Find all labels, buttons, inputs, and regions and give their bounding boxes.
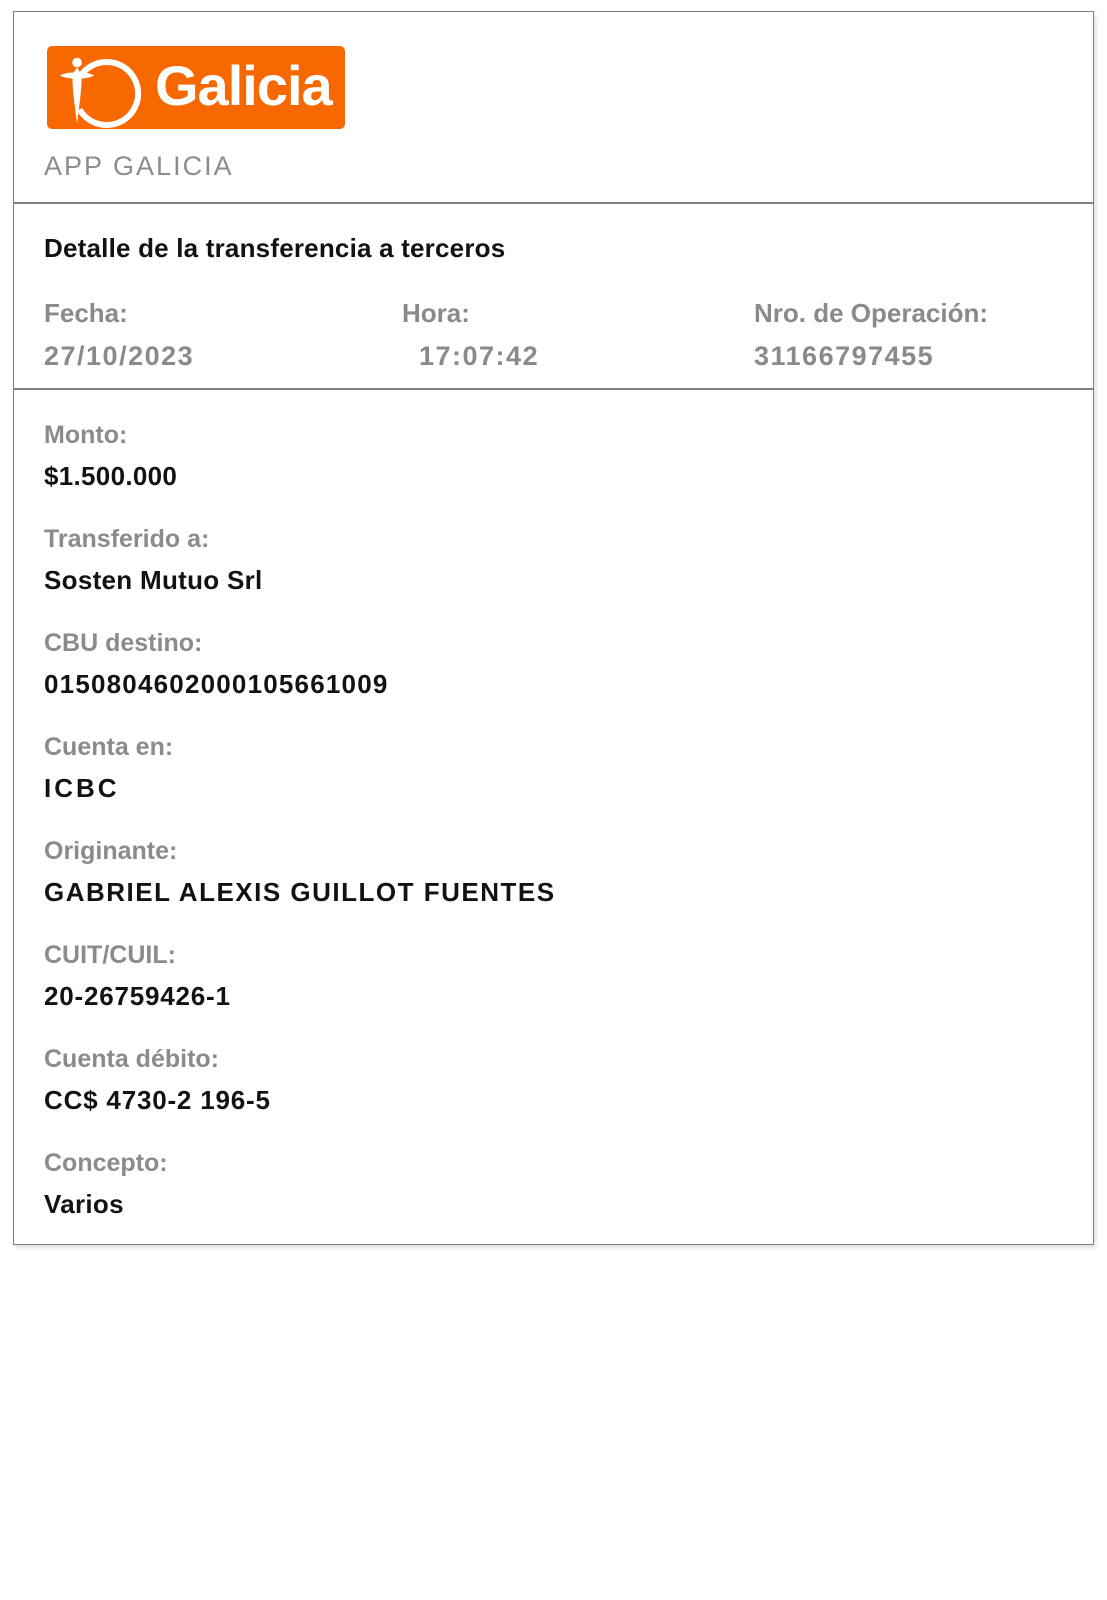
cuenta-en-label: Cuenta en:	[44, 733, 174, 761]
originante-label: Originante:	[44, 837, 178, 865]
transfer-details-section	[14, 390, 1093, 1244]
originante-field	[44, 836, 1065, 908]
cross-of-santiago-icon	[47, 46, 147, 129]
concepto-field	[44, 1148, 1065, 1220]
app-label: APP GALICIA	[44, 151, 234, 181]
fecha-value: 27/10/2023	[44, 341, 195, 371]
transfer-summary-section	[14, 204, 1093, 390]
brand-wordmark: Galicia	[155, 54, 332, 117]
receipt-card	[13, 11, 1094, 1245]
cuenta-en-field	[44, 732, 1065, 804]
hora-value: 17:07:42	[419, 341, 540, 371]
cuit-cuil-field	[44, 940, 1065, 1012]
cuenta-en-value: ICBC	[44, 773, 120, 803]
operation-number-label: Nro. de Operación:	[754, 298, 989, 328]
hora-field	[402, 298, 754, 372]
originante-value: GABRIEL ALEXIS GUILLOT FUENTES	[44, 877, 556, 907]
concepto-label: Concepto:	[44, 1149, 168, 1177]
monto-label: Monto:	[44, 421, 128, 449]
transferido-a-label: Transferido a:	[44, 525, 210, 553]
cuenta-debito-field	[44, 1044, 1065, 1116]
meta-row	[44, 298, 1065, 372]
hora-label: Hora:	[402, 298, 470, 328]
cuenta-debito-value: CC$ 4730-2 196-5	[44, 1085, 271, 1115]
header-section	[14, 12, 1093, 204]
cbu-destino-label: CBU destino:	[44, 629, 203, 657]
cuit-cuil-label: CUIT/CUIL:	[44, 941, 176, 969]
monto-value: $1.500.000	[44, 461, 178, 491]
concepto-value: Varios	[44, 1189, 124, 1219]
cbu-destino-value: 0150804602000105661009	[44, 669, 389, 699]
page-title: Detalle de la transferencia a terceros	[44, 233, 506, 263]
transferido-a-value: Sosten Mutuo Srl	[44, 565, 263, 595]
cuenta-debito-label: Cuenta débito:	[44, 1045, 219, 1073]
fecha-label: Fecha:	[44, 298, 128, 328]
cuit-cuil-value: 20-26759426-1	[44, 981, 231, 1011]
monto-field	[44, 420, 1065, 492]
cbu-destino-field	[44, 628, 1065, 700]
operation-number-field	[754, 298, 1065, 372]
transferido-a-field	[44, 524, 1065, 596]
operation-number-value: 31166797455	[754, 341, 935, 371]
fecha-field	[44, 298, 402, 372]
galicia-logo	[47, 46, 345, 129]
